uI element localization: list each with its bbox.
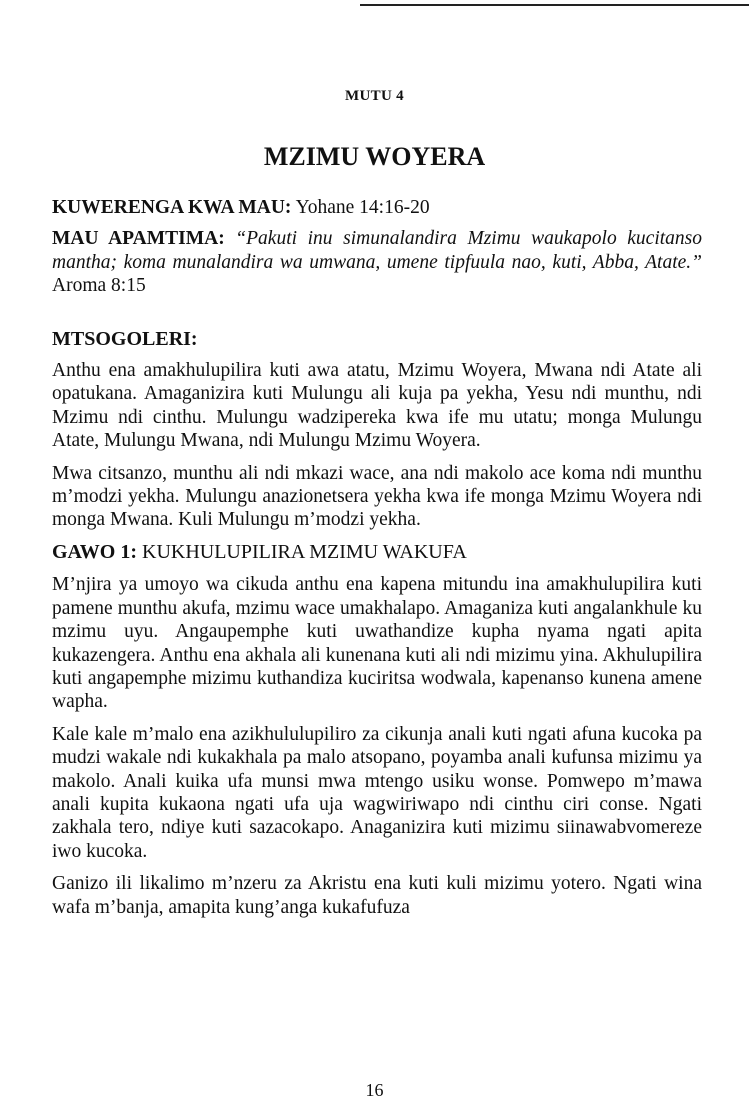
section-heading (52, 541, 702, 564)
memory-verse-reference: Aroma 8:15 (52, 275, 146, 297)
reading-line (52, 196, 702, 219)
reading-reference: Yohane 14:16-20 (295, 197, 430, 218)
section-paragraph: M’njira ya umoyo wa cikuda anthu ena kapena mitundu ina amakhulupilira kuti pamene munthu akufa, mzimu wace umakhalapo. Amaganiza kuti angalankhule ku mzimu uyu. Angaupemphe kuti uwathandize kupha nyama ngati apita kukazengera. Anthu ena akhala ali kunenana kuti ali ndi mizimu yina. Akhulupilira kuti angapemphe mizimu kuthandiza kuciritsa wodwala, kapenanso kunena amene wapha. (52, 574, 702, 713)
intro-paragraph: Anthu ena amakhulupilira kuti awa atatu, Mzimu Woyera, Mwana ndi Atate ali opatukana. Amaganizira kuti Mulungu ali kuja pa yekha, Yesu ndi munthu, ndi Mzimu ndi cinthu. Mulungu wadzipereka kwa ife mu utatu; monga Mulungu Atate, Mulungu Mwana, ndi Mulungu Mzimu Woyera. (52, 360, 702, 452)
section-label: GAWO 1: (52, 540, 137, 563)
section-paragraph: Kale kale m’malo ena azikhululupiliro za cikunja anali kuti ngati afuna kucoka pa mudzi wakale ndi kukakhala pa malo atsopano, poyamba anali kufunsa mizimu ya makolo. Anali kuika ufa munsi mwa mtengo usiku wonse. Pomwepo m’mawa anali kupita kukaona ngati ufa uja wagwiriwapo ndi cinthu ciri conse. Ngati zakhala tero, ndiye kuti sazacokapo. Anaganizira kuti mizimu siinawabvomereze iwo kucoka. (52, 723, 702, 862)
chapter-label: MUTU 4 (345, 88, 404, 104)
top-rule (360, 4, 749, 6)
page-number: 16 (365, 1080, 384, 1100)
intro-heading: MTSOGOLERI: (52, 327, 198, 350)
memory-verse-quote: “Pakuti inu simunalandira Mzimu waukapolo kucitanso mantha; koma munalandira wa umwana, umene tipfuula nao, kuti, Abba, Atate.” (52, 228, 703, 273)
section-title: KUKHULUPILIRA MZIMU WAKUFA (142, 540, 467, 563)
section-paragraph: Ganizo ili likalimo m’nzeru za Akristu ena kuti kuli mizimu yotero. Ngati wina wafa m’banja, amapita kung’anga kukafufuza (52, 873, 702, 918)
page-content (52, 196, 702, 928)
memory-verse (52, 227, 702, 297)
reading-label: KUWERENGA KWA MAU: (52, 197, 292, 218)
memory-verse-label: MAU APAMTIMA: (52, 228, 225, 250)
chapter-title: MZIMU WOYERA (263, 142, 486, 171)
intro-paragraph: Mwa citsanzo, munthu ali ndi mkazi wace, ana ndi makolo ace koma ndi munthu m’modzi yekha. Mulungu anazionetsera yekha kwa ife monga Mzimu Woyera ndi monga Mwana. Kuli Mulungu m’modzi yekha. (52, 462, 702, 531)
